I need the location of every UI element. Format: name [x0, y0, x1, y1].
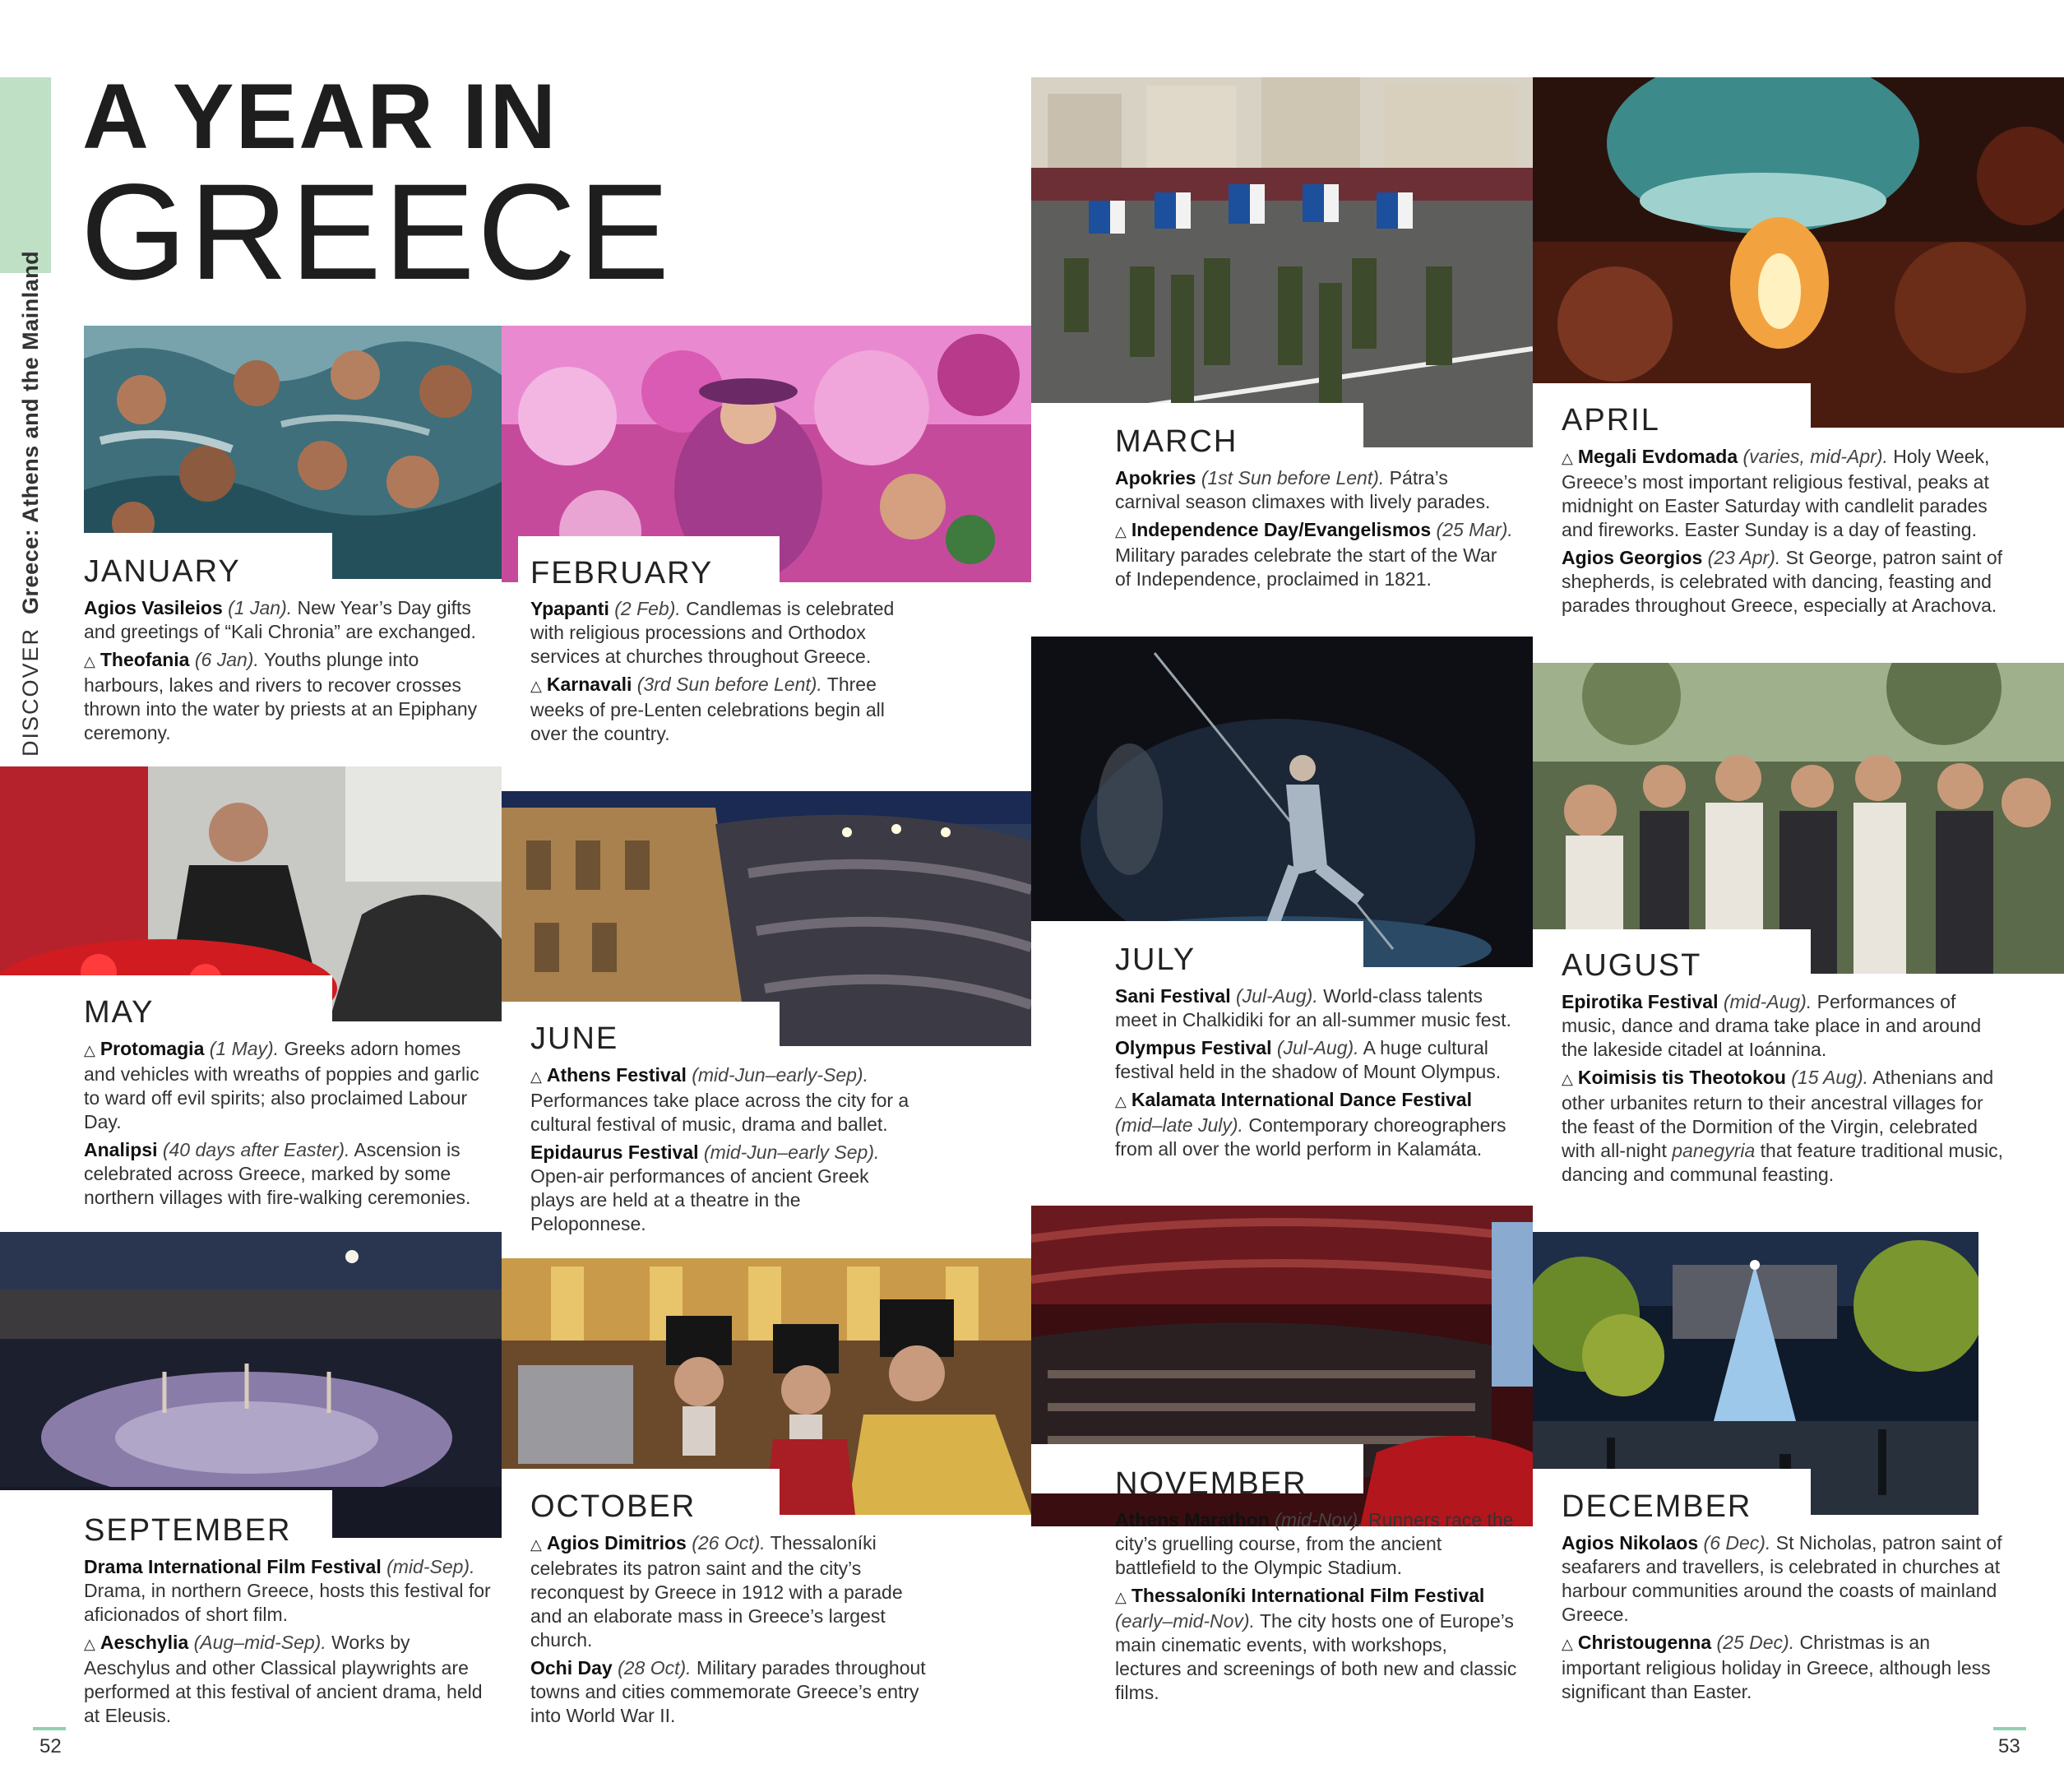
event-description: Performances take place across the city for a cultural festival of music, drama and ballet.	[530, 1090, 909, 1135]
event-date: (mid-Nov).	[1275, 1509, 1363, 1530]
text-block-september	[84, 1555, 495, 1732]
month-heading-september: SEPTEMBER	[84, 1513, 292, 1548]
event-date: (mid-Jun–early-Sep).	[692, 1064, 868, 1086]
event-entry	[1115, 466, 1518, 514]
event-entry	[84, 1037, 487, 1134]
event-date: (6 Jan).	[194, 649, 259, 670]
event-date: (1st Sun before Lent).	[1201, 467, 1385, 489]
event-description: that feature traditional music, dancing and communal feasting.	[1562, 1140, 2003, 1185]
month-heading-may: MAY	[84, 995, 155, 1030]
event-date: (1 May).	[209, 1038, 280, 1059]
triangle-icon: △	[84, 1042, 95, 1058]
event-entry	[530, 1531, 933, 1652]
event-description: World-class talents meet in Chalkidiki for an all-summer music fest.	[1115, 985, 1511, 1030]
event-title: Analipsi	[84, 1139, 158, 1160]
event-title: Independence Day/Evangelismos	[1131, 519, 1432, 540]
event-title: Ochi Day	[530, 1657, 613, 1679]
event-date: (early–mid-Nov).	[1115, 1610, 1255, 1632]
month-heading-october: OCTOBER	[530, 1489, 696, 1524]
event-description: Performances of music, dance and drama take place in and around the lakeside citadel at Ioánnina.	[1562, 991, 1982, 1060]
event-date: (23 Apr).	[1707, 547, 1781, 568]
event-title: Drama International Film Festival	[84, 1556, 382, 1577]
triangle-icon: △	[1115, 523, 1127, 539]
event-description: Runners race the city’s gruelling course, from the ancient battlefield to the Olympic Stadium.	[1115, 1509, 1514, 1578]
event-title: Athens Marathon	[1115, 1509, 1270, 1530]
event-title: Agios Dimitrios	[546, 1532, 687, 1554]
event-title: Agios Nikolaos	[1562, 1532, 1699, 1554]
page-title-line-1: A YEAR IN	[82, 65, 558, 168]
event-entry	[1115, 518, 1518, 591]
page-number-rule-right	[1993, 1727, 2026, 1730]
event-date: (Jul-Aug).	[1236, 985, 1318, 1007]
triangle-icon: △	[84, 1636, 95, 1652]
month-heading-january: JANUARY	[84, 554, 241, 589]
section-spine-label	[18, 251, 44, 757]
event-entry	[1562, 546, 2006, 618]
event-title: Theofania	[99, 649, 190, 670]
event-entry	[530, 673, 917, 746]
event-description: Contemporary choreographers from all over the world perform in Kalamáta.	[1115, 1114, 1506, 1160]
month-heading-november: NOVEMBER	[1115, 1466, 1307, 1501]
event-title: Epirotika Festival	[1562, 991, 1719, 1012]
event-title: Protomagia	[99, 1038, 205, 1059]
photo-march-parade	[1031, 77, 1533, 447]
event-date: (40 days after Easter).	[162, 1139, 350, 1160]
section-color-bar	[0, 77, 51, 273]
event-date: (6 Dec).	[1703, 1532, 1771, 1554]
event-entry	[1115, 1036, 1518, 1084]
month-heading-april: APRIL	[1562, 403, 1660, 438]
spine-section-name: Greece: Athens and the Mainland	[18, 250, 43, 614]
event-title: Koimisis tis Theotokou	[1577, 1067, 1786, 1088]
triangle-icon: △	[530, 1536, 542, 1553]
page-number-rule-left	[33, 1727, 66, 1730]
event-title: Athens Festival	[546, 1064, 687, 1086]
text-block-december	[1562, 1531, 2006, 1708]
event-title: Olympus Festival	[1115, 1037, 1272, 1058]
event-entry	[84, 596, 487, 644]
event-date: (2 Feb).	[614, 598, 681, 619]
photo-august-dancing	[1533, 663, 2064, 974]
event-description: Military parades throughout towns and cities commemorate Greece’s entry into World War II.	[530, 1657, 926, 1726]
caption-bg-july	[1031, 921, 1363, 970]
text-block-october	[530, 1531, 933, 1732]
text-block-july	[1115, 984, 1518, 1165]
event-title: Aeschylia	[99, 1632, 189, 1653]
event-entry	[84, 648, 487, 745]
page-title-line-2: GREECE	[81, 156, 673, 308]
text-block-march	[1115, 466, 1518, 595]
event-title: Karnavali	[546, 674, 632, 695]
event-entry	[84, 1555, 495, 1627]
page-number-left: 52	[39, 1735, 62, 1757]
event-description: Thessaloníki celebrates its patron saint and the city’s reconquest by Greece in 1912 with a parade and an elaborate mass in Greece’s largest church.	[530, 1532, 903, 1651]
event-entry	[84, 1631, 495, 1728]
event-title: Ypapanti	[530, 598, 609, 619]
event-description: Ascension is celebrated across Greece, marked by some northern villages with fire-walking ceremonies.	[84, 1139, 471, 1208]
event-description: Pátra’s carnival season climaxes with lively parades.	[1115, 467, 1491, 512]
event-description: Three weeks of pre-Lenten celebrations begin all over the country.	[530, 674, 885, 744]
event-entry	[1562, 1066, 2006, 1187]
event-entry	[1562, 990, 2006, 1062]
month-heading-june: JUNE	[530, 1021, 619, 1056]
text-block-april	[1562, 445, 2006, 622]
event-entry	[1562, 1531, 2006, 1627]
event-title: Epidaurus Festival	[530, 1141, 699, 1163]
text-block-june	[530, 1063, 917, 1240]
event-entry	[84, 1138, 487, 1210]
event-description: A huge cultural festival held in the shadow of Mount Olympus.	[1115, 1037, 1502, 1082]
text-block-january	[84, 596, 487, 749]
triangle-icon: △	[530, 678, 542, 694]
event-title: Sani Festival	[1115, 985, 1231, 1007]
event-entry	[530, 597, 917, 669]
event-description: Open-air performances of ancient Greek plays are held at a theatre in the Peloponnese.	[530, 1165, 869, 1234]
event-title: Megali Evdomada	[1577, 446, 1738, 467]
event-date: (varies, mid-Apr).	[1742, 446, 1888, 467]
event-description: St Nicholas, patron saint of seafarers and travellers, is celebrated in churches at harbour communities around the coasts of mainland Greece.	[1562, 1532, 2002, 1625]
event-description: Greeks adorn homes and vehicles with wreaths of poppies and garlic to ward off evil spirits; also proclaimed Labour Day.	[84, 1038, 479, 1132]
triangle-icon: △	[1562, 1071, 1573, 1087]
event-description: Youths plunge into harbours, lakes and rivers to recover crosses thrown into the water by priests at an Epiphany ceremony.	[84, 649, 478, 743]
event-entry	[1115, 1584, 1518, 1705]
triangle-icon: △	[1562, 450, 1573, 466]
event-date: (15 Aug).	[1791, 1067, 1869, 1088]
event-entry	[1562, 1631, 2006, 1704]
caption-bg-may	[0, 975, 332, 1025]
triangle-icon: △	[84, 653, 95, 669]
month-heading-december: DECEMBER	[1562, 1489, 1752, 1524]
triangle-icon: △	[1115, 1589, 1127, 1605]
event-entry	[530, 1656, 933, 1728]
event-description: New Year’s Day gifts and greetings of “Kali Chronia” are exchanged.	[84, 597, 476, 642]
event-description: Drama, in northern Greece, hosts this festival for aficionados of short film.	[84, 1580, 491, 1625]
photo-july-dancer	[1031, 637, 1533, 967]
spine-discover-label: DISCOVER	[18, 627, 43, 757]
event-description: Military parades celebrate the start of the War of Independence, proclaimed in 1821.	[1115, 544, 1497, 590]
event-title: Christougenna	[1577, 1632, 1712, 1653]
page-number-right: 53	[1998, 1735, 2020, 1757]
triangle-icon: △	[530, 1068, 542, 1085]
event-title: Kalamata International Dance Festival	[1131, 1089, 1472, 1110]
event-description: Works by Aeschylus and other Classical playwrights are performed at this festival of ancient drama, held at Eleusis.	[84, 1632, 483, 1726]
event-description: Christmas is an important religious holiday in Greece, although less significant than Easter.	[1562, 1632, 1991, 1702]
triangle-icon: △	[1115, 1093, 1127, 1109]
event-entry	[1562, 445, 2006, 542]
month-heading-august: AUGUST	[1562, 948, 1702, 983]
text-block-august	[1562, 990, 2006, 1191]
event-title: Agios Vasileios	[84, 597, 223, 618]
event-description-emphasis: panegyria	[1672, 1140, 1756, 1161]
event-title: Agios Georgios	[1562, 547, 1703, 568]
event-entry	[530, 1063, 917, 1137]
event-description: Holy Week, Greece’s most important religious festival, peaks at midnight on Easter Saturday with candlelit parades and fireworks. Easter Sunday is a day of feasting.	[1562, 446, 1990, 540]
event-date: (28 Oct).	[618, 1657, 692, 1679]
event-description: Candlemas is celebrated with religious processions and Orthodox services at churches throughout Greece.	[530, 598, 895, 667]
event-date: (26 Oct).	[692, 1532, 766, 1554]
triangle-icon: △	[1562, 1636, 1573, 1652]
text-block-november	[1115, 1508, 1518, 1709]
event-date: (mid-Jun–early Sep).	[703, 1141, 880, 1163]
event-date: (mid-Sep).	[386, 1556, 475, 1577]
event-date: (mid–late July).	[1115, 1114, 1243, 1136]
event-date: (Aug–mid-Sep).	[193, 1632, 326, 1653]
event-entry	[1115, 984, 1518, 1032]
event-date: (mid-Aug).	[1723, 991, 1812, 1012]
event-entry	[530, 1141, 917, 1236]
text-block-february	[530, 597, 917, 750]
photo-april-lantern	[1533, 77, 2064, 428]
month-heading-july: JULY	[1115, 942, 1196, 977]
event-description: St George, patron saint of shepherds, is celebrated with dancing, feasting and parades throughout Greece, especially at Arachova.	[1562, 547, 2003, 616]
text-block-may	[84, 1037, 487, 1214]
event-title: Thessaloníki International Film Festival	[1131, 1585, 1485, 1606]
event-date: (25 Dec).	[1716, 1632, 1795, 1653]
event-entry	[1115, 1508, 1518, 1580]
month-heading-march: MARCH	[1115, 424, 1238, 459]
event-description: Athenians and other urbanites return to their ancestral villages for the feast of the Dormition of the Virgin, celebrated with all-night	[1562, 1067, 1994, 1161]
month-heading-february: FEBRUARY	[530, 556, 714, 590]
event-date: (3rd Sun before Lent).	[636, 674, 822, 695]
event-title: Apokries	[1115, 467, 1196, 489]
event-date: (25 Mar).	[1436, 519, 1513, 540]
event-entry	[1115, 1088, 1518, 1161]
event-date: (Jul-Aug).	[1276, 1037, 1359, 1058]
event-date: (1 Jan).	[228, 597, 293, 618]
event-description: The city hosts one of Europe’s main cinematic events, with workshops, lectures and screenings of both new and classic films.	[1115, 1610, 1517, 1703]
